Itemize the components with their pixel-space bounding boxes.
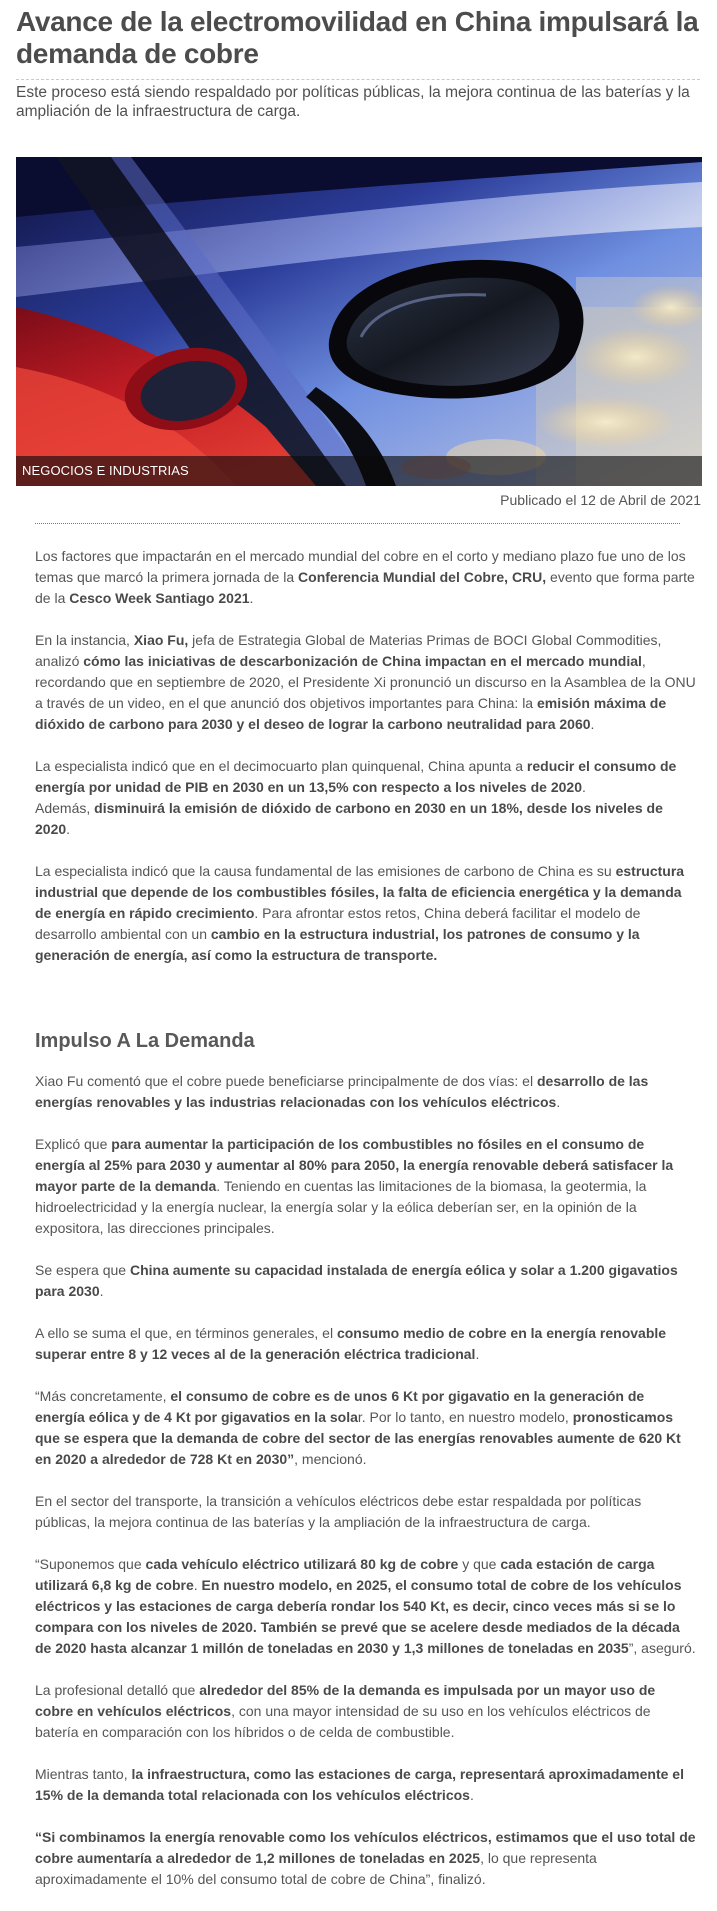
paragraph: [35, 546, 696, 609]
text-run: evento que forma parte de la: [35, 569, 695, 606]
bold-text: cada estación de carga utilizará 6,8 kg de cobre: [35, 1556, 655, 1593]
text-run: La profesional detalló que: [35, 1682, 200, 1698]
paragraph: [35, 1134, 696, 1239]
bold-text: “Si combinamos la energía renovable como los vehículos eléctricos, estimamos que el uso total de cobre aumentaría a alrededor de 1,2 millones de toneladas en 2025: [35, 1829, 696, 1866]
paragraph: [35, 861, 696, 966]
paragraph: [35, 1764, 696, 1806]
text-run: Además,: [35, 800, 95, 816]
text-run: .: [66, 821, 71, 837]
bold-text: alrededor del 85% de la demanda es impulsada por un mayor uso de cobre en vehículos eléctricos: [35, 1682, 656, 1719]
article-body: [35, 546, 696, 1911]
paragraph: [35, 1491, 696, 1533]
bold-text: la infraestructura, como las estaciones de carga, representará aproximadamente el 15% de la demanda total relacionada con los vehículos eléctricos: [35, 1766, 684, 1803]
article-subtitle: Este proceso está siendo respaldado por políticas públicas, la mejora continua de las baterías y la ampliación de la infraestructura de carga.: [16, 84, 690, 120]
text-run: Mientras tanto,: [35, 1766, 132, 1782]
paragraph: [35, 1554, 696, 1659]
text-run: y que: [458, 1556, 501, 1572]
text-run: La especialista indicó que en el decimocuarto plan quinquenal, China apunta a: [35, 758, 527, 774]
text-run: . Teniendo en cuentas las limitaciones de la biomasa, la geotermia, la hidroelectricidad y la energía nuclear, la energía solar y la eólica deberían ser, en la opinión de la expositora, las direcciones principales.: [35, 1178, 647, 1236]
bold-text: En nuestro modelo, en 2025, el consumo total de cobre de los vehículos eléctricos y las estaciones de carga debería rondar los 540 Kt, es decir, cinco veces más si se lo compara con los niveles de 2020. También se prevé que se acelere desde mediados de la década de 2020 hasta alcanzar 1 millón de toneladas en 2030 y 1,3 millones de toneladas en 2035: [35, 1577, 682, 1656]
text-run: .: [249, 590, 254, 606]
bold-text: Conferencia Mundial del Cobre, CRU,: [298, 569, 547, 585]
text-run: Se espera que: [35, 1262, 130, 1278]
text-run: , con una mayor intensidad de su uso en los vehículos eléctricos de batería en comparación con los híbridos o de celda de combustible.: [35, 1703, 651, 1740]
bold-text: cambio en la estructura industrial, los patrones de consumo y la generación de energía, así como la estructura de transporte.: [35, 926, 640, 963]
text-run: Explicó que: [35, 1136, 112, 1152]
text-run: “Más concretamente,: [35, 1388, 171, 1404]
bold-text: pronosticamos que se espera que la demanda de cobre del sector de las energías renovables aumente de 620 Kt en 2020 a alrededor de 728 Kt en 2030”: [35, 1409, 681, 1467]
text-run: r. Por lo tanto, en nuestro modelo,: [357, 1409, 573, 1425]
text-run: .: [475, 1346, 480, 1362]
paragraph: [35, 630, 696, 735]
text-run: .: [193, 1577, 202, 1593]
bold-text: consumo medio de cobre en la energía renovable superar entre 8 y 12 veces al de la generación eléctrica tradicional: [35, 1325, 667, 1362]
car-mirror-photo: [16, 157, 702, 486]
text-run: Los factores que impactarán en el mercado mundial del cobre en el corto y mediano plazo fue uno de los temas que marcó la primera jornada de la: [35, 548, 686, 585]
bold-text: cada vehículo eléctrico utilizará 80 kg de cobre: [145, 1556, 459, 1572]
bold-text: el consumo de cobre es de unos 6 Kt por gigavatio en la generación de energía eólica y de 4 Kt por gigavatios en la sola: [35, 1388, 645, 1425]
text-run: jefa de Estrategia Global de Materias Primas de BOCI Global Commodities, analizó: [35, 632, 662, 669]
text-run: ”, aseguró.: [628, 1640, 696, 1656]
bold-text: Cesco Week Santiago 2021: [69, 590, 250, 606]
category-label[interactable]: NEGOCIOS E INDUSTRIAS: [22, 463, 189, 478]
paragraph: [35, 1323, 696, 1365]
text-run: En el sector del transporte, la transición a vehículos eléctricos debe estar respaldada por políticas públicas, la mejora continua de las baterías y la ampliación de la infraestructura de carga.: [35, 1493, 642, 1530]
paragraph: [35, 1260, 696, 1302]
hero-image: [16, 157, 702, 486]
section-heading: Impulso A La Demanda: [35, 1030, 255, 1052]
paragraph: [35, 756, 696, 840]
text-run: Xiao Fu comentó que el cobre puede beneficiarse principalmente de dos vías: el: [35, 1073, 537, 1089]
text-run: .: [556, 1094, 561, 1110]
text-run: A ello se suma el que, en términos generales, el: [35, 1325, 337, 1341]
category-overlay: [16, 456, 702, 486]
bold-text: cómo las iniciativas de descarbonización de China impactan en el mercado mundial: [83, 653, 642, 669]
bold-text: para aumentar la participación de los combustibles no fósiles en el consumo de energía al 25% para 2030 y aumentar al 80% para 2050, la energía renovable deberá satisfacer la mayor parte de la demanda: [35, 1136, 674, 1194]
text-run: La especialista indicó que la causa fundamental de las emisiones de carbono de China es su: [35, 863, 616, 879]
date-divider: [35, 523, 680, 524]
bold-text: disminuirá la emisión de dióxido de carbono en 2030 en un 18%, desde los niveles de 2020: [35, 800, 663, 837]
paragraph: [35, 1386, 696, 1470]
publication-date: Publicado el 12 de Abril de 2021: [500, 492, 701, 508]
text-run: .: [590, 716, 595, 732]
article-title: Avance de la electromovilidad en China impulsará la demanda de cobre: [16, 6, 699, 69]
bold-text: emisión máxima de dióxido de carbono para 2030 y el deseo de lograr la carbono neutralidad para 2060: [35, 695, 667, 732]
paragraph: [35, 1680, 696, 1743]
text-run: .: [99, 1283, 104, 1299]
bold-text: Xiao Fu,: [133, 632, 189, 648]
text-run: , mencionó.: [294, 1451, 367, 1467]
text-run: “Suponemos que: [35, 1556, 146, 1572]
text-run: , recordando que en septiembre de 2020, el Presidente Xi pronunció un discurso en la Asamblea de la ONU a través de un video, en el que anunció dos objetivos importantes para China: la: [35, 653, 696, 711]
bold-text: China aumente su capacidad instalada de energía eólica y solar a 1.200 gigavatios para 2030: [35, 1262, 678, 1299]
text-run: En la instancia,: [35, 632, 134, 648]
bold-text: desarrollo de las energías renovables y las industrias relacionadas con los vehículos eléctricos: [35, 1073, 649, 1110]
text-run: .: [581, 779, 586, 795]
paragraph: [35, 1071, 696, 1113]
bold-text: reducir el consumo de energía por unidad de PIB en 2030 en un 13,5% con respecto a los niveles de 2020: [35, 758, 677, 795]
text-run: .: [469, 1787, 474, 1803]
bold-text: estructura industrial que depende de los combustibles fósiles, la falta de eficiencia energética y la demanda de energía en rápido crecimiento: [35, 863, 685, 921]
text-run: , lo que representa aproximadamente el 10% del consumo total de cobre de China”, finalizó.: [35, 1850, 597, 1887]
text-run: . Para afrontar estos retos, China deberá facilitar el modelo de desarrollo ambiental con un: [35, 905, 641, 942]
title-divider: [16, 79, 700, 80]
